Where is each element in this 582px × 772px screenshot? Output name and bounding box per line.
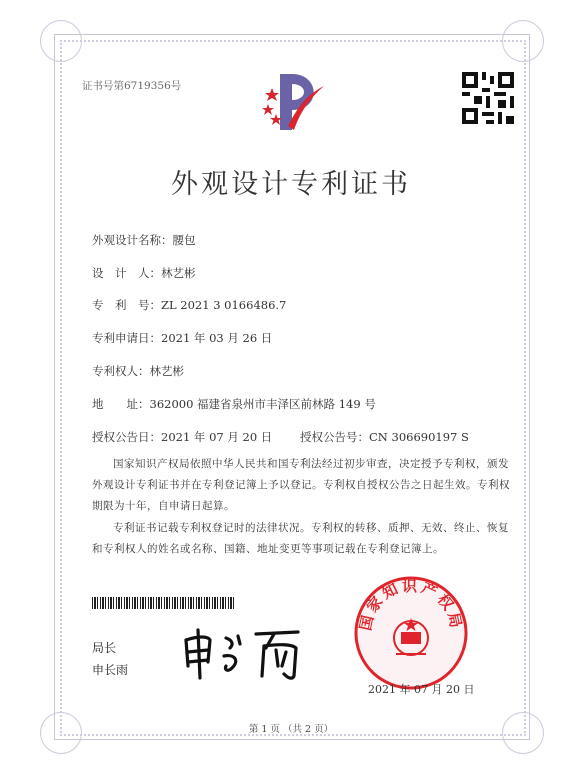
field-value: 林艺彬 [161,266,196,280]
field-label: 地 址： [92,397,150,411]
official-seal [352,574,470,692]
field-label: 授权公告日： [92,430,161,444]
field-value: 362000 福建省泉州市丰泽区前林路 149 号 [149,397,376,411]
field-value: 2021 年 03 月 26 日 [161,331,273,345]
grant-number-row [300,429,469,445]
patent-number-row [92,297,286,313]
field-value: CN 306690197 S [369,430,469,444]
patentee-row [92,363,184,379]
handwritten-signature [178,626,308,682]
field-label: 专 利 号： [92,298,161,312]
legal-status-paragraph: 专利证书记载专利权登记时的法律状况。专利权的转移、质押、无效、终止、恢复和专利权人的姓名或名称、国籍、地址变更等事项记载在专利登记簿上。 [92,522,509,555]
qr-code [462,72,514,124]
certificate-number: 证书号第6719356号 [82,80,182,92]
grant-date-row [92,429,272,445]
barcode [92,597,236,609]
director-name: 申长雨 [92,663,129,677]
address-row [92,396,376,412]
seal-date: 2021 年 07 月 20 日 [368,683,475,696]
field-label: 专利申请日： [92,331,161,345]
certificate-title: 外观设计专利证书 [171,169,411,200]
field-label: 授权公告号： [300,430,369,444]
page-footer: 第 1 页 （共 2 页） [248,724,334,735]
field-label: 设 计 人： [92,266,161,280]
designer-row [92,265,196,281]
corner-ornament [502,20,544,62]
seal-text: 国家知识产权局 [356,577,466,633]
field-label: 外观设计名称： [92,233,173,247]
patent-office-logo [258,66,330,138]
filing-date-row [92,330,272,346]
field-value: ZL 2021 3 0166486.7 [161,298,287,312]
field-value: 林艺彬 [149,364,184,378]
corner-ornament [40,20,82,62]
field-label: 专利权人： [92,364,150,378]
field-value: 腰包 [172,233,196,247]
field-value: 2021 年 07 月 20 日 [161,430,273,444]
design-name-row [92,232,196,248]
director-title: 局长 [92,641,117,655]
grant-statement-paragraph: 国家知识产权局依照中华人民共和国专利法经过初步审查，决定授予专利权，颁发外观设计专利证书并在专利登记簿上予以登记。专利权自授权公告之日起生效。专利权期限为十年，自申请日起算。 [92,458,510,512]
